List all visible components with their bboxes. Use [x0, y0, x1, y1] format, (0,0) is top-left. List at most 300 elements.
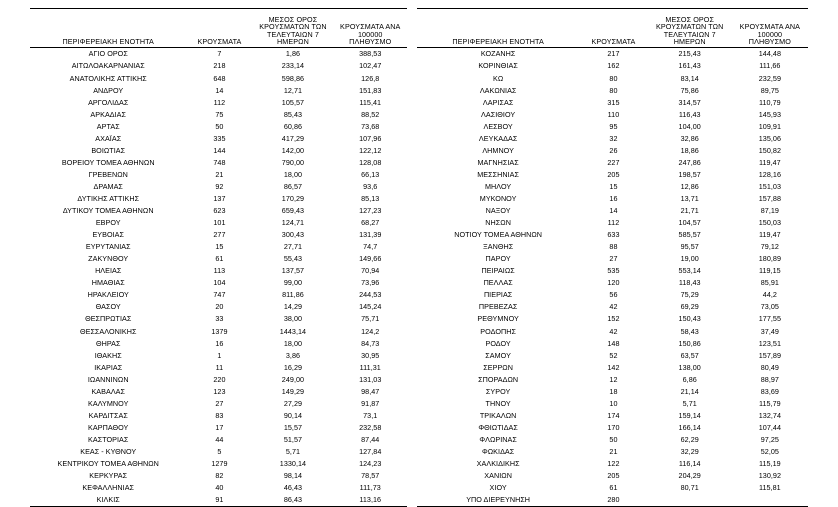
table-row — [30, 458, 407, 470]
cell-cases: 137 — [213, 193, 226, 203]
cell-per100k: 88,97 — [760, 374, 779, 384]
table-row — [417, 217, 808, 229]
cell-region: ΑΧΑΪΑΣ — [95, 133, 122, 143]
cell-cases: 113 — [213, 266, 226, 276]
table-row — [417, 229, 808, 241]
cell-region: ΤΗΝΟΥ — [485, 398, 511, 408]
cell-per100k: 132,74 — [758, 410, 782, 420]
table-row — [30, 265, 407, 277]
column-header-per100k — [732, 9, 808, 48]
cell-cases: 61 — [609, 483, 618, 493]
cell-region: ΚΕΑΣ - ΚΥΘΝΟΥ — [80, 446, 137, 456]
table-row — [30, 373, 407, 385]
cell-avg7: 300,43 — [281, 230, 305, 240]
cell-avg7: 60,86 — [283, 121, 303, 131]
cell-region: ΡΟΔΟΥ — [485, 338, 511, 348]
cell-cases: 112 — [213, 97, 226, 107]
cell-per100k: 97,25 — [760, 434, 779, 444]
cell-per100k: 111,31 — [359, 362, 381, 372]
cell-per100k: 131,39 — [359, 230, 382, 240]
cell-per100k: 135,06 — [758, 133, 782, 143]
cell-cases: 112 — [607, 218, 620, 228]
table-row — [30, 313, 407, 325]
cell-region: ΦΩΚΙΔΑΣ — [481, 446, 515, 456]
cell-per100k: 119,47 — [758, 157, 781, 167]
cell-per100k: 157,88 — [758, 193, 782, 203]
table-row — [30, 181, 407, 193]
cell-cases: 20 — [215, 302, 224, 312]
cell-region: ΙΚΑΡΙΑΣ — [94, 362, 123, 372]
cell-cases: 5 — [217, 446, 222, 456]
table-row — [30, 205, 407, 217]
cell-cases: 40 — [215, 483, 224, 493]
table-row — [30, 446, 407, 458]
cell-cases: 277 — [213, 230, 226, 240]
cell-avg7: 80,71 — [680, 483, 699, 493]
cell-per100k: 128,16 — [758, 169, 782, 179]
cell-per100k: 149,66 — [359, 254, 382, 264]
cell-avg7: 18,86 — [680, 145, 699, 155]
cell-region: ΣΑΜΟΥ — [485, 350, 511, 360]
cell-region: ΚΑΣΤΟΡΙΑΣ — [88, 434, 129, 444]
cell-region: ΔΥΤΙΚΟΥ ΤΟΜΕΑ ΑΘΗΝΩΝ — [62, 206, 154, 216]
cell-cases: 205 — [607, 471, 620, 481]
cell-avg7: 233,14 — [281, 61, 305, 71]
cell-per100k: 123,51 — [758, 338, 782, 348]
cell-avg7: 55,43 — [283, 254, 303, 264]
cell-region: ΠΡΕΒΕΖΑΣ — [478, 302, 518, 312]
cell-cases: 50 — [215, 121, 224, 131]
cell-per100k: 244,53 — [359, 290, 382, 300]
table-row — [30, 277, 407, 289]
table-row — [417, 132, 808, 144]
cell-avg7: 27,29 — [283, 398, 303, 408]
table-row — [30, 60, 407, 72]
cell-avg7: 116,14 — [678, 459, 701, 469]
cell-cases: 15 — [215, 242, 224, 252]
cell-avg7: 75,29 — [680, 290, 699, 300]
cell-cases: 648 — [213, 73, 226, 83]
column-header-cases: ΚΡΟΥΣΜΑΤΑ — [186, 9, 252, 48]
cell-avg7: 5,71 — [285, 446, 301, 456]
cell-cases: 83 — [215, 410, 224, 420]
table-row — [417, 253, 808, 265]
table-row — [30, 96, 407, 108]
table-row — [30, 494, 407, 507]
table-row — [417, 313, 808, 325]
table-row — [30, 229, 407, 241]
cell-avg7: 598,86 — [281, 73, 305, 83]
cell-cases: 14 — [215, 85, 224, 95]
column-header-avg7 — [648, 9, 732, 48]
cell-cases: 205 — [607, 169, 620, 179]
cell-avg7: 170,29 — [281, 193, 305, 203]
cell-cases: 21 — [215, 169, 224, 179]
cell-region: ΠΕΛΛΑΣ — [483, 278, 513, 288]
table-row — [417, 301, 808, 313]
cell-region: ΛΕΥΚΑΔΑΣ — [478, 133, 518, 143]
table-row — [417, 361, 808, 373]
right-table-wrapper — [409, 8, 818, 507]
cell-per100k: 66,13 — [361, 169, 380, 179]
cell-avg7: 790,00 — [281, 157, 305, 167]
cell-cases: 80 — [609, 73, 618, 83]
cell-region: ΦΘΙΩΤΙΔΑΣ — [478, 422, 518, 432]
per100k-header-line-2: ΠΛΗΘΥΣΜΟ — [748, 36, 791, 46]
cell-region: ΣΥΡΟΥ — [485, 386, 511, 396]
cell-region: ΙΩΑΝΝΙΝΩΝ — [87, 374, 129, 384]
cell-region: ΧΑΛΚΙΔΙΚΗΣ — [476, 459, 520, 469]
cell-cases: 42 — [609, 302, 618, 312]
cell-region: ΠΕΙΡΑΙΩΣ — [481, 266, 515, 276]
cell-avg7: 18,00 — [283, 169, 303, 179]
cell-per100k: 85,91 — [760, 278, 779, 288]
cell-cases: 144 — [213, 145, 226, 155]
table-row — [417, 434, 808, 446]
table-header-row — [30, 9, 407, 48]
cell-cases: 44 — [215, 434, 224, 444]
cell-cases: 75 — [215, 109, 224, 119]
cell-avg7: 99,00 — [283, 278, 303, 288]
cell-avg7: 85,43 — [283, 109, 303, 119]
cell-region: ΚΑΛΥΜΝΟΥ — [88, 398, 129, 408]
cell-per100k: 151,03 — [758, 181, 782, 191]
cell-region: ΧΑΝΙΩΝ — [484, 471, 512, 481]
cell-avg7: 32,29 — [680, 446, 699, 456]
table-row — [30, 385, 407, 397]
cell-region: ΡΕΘΥΜΝΟΥ — [477, 314, 519, 324]
cell-avg7: 19,00 — [680, 254, 699, 264]
cell-per100k: 111,73 — [359, 483, 381, 493]
cell-cases: 52 — [609, 350, 618, 360]
cell-avg7: 150,43 — [678, 314, 701, 324]
column-header-avg7 — [252, 9, 333, 48]
cell-cases: 162 — [607, 61, 620, 71]
cell-avg7 — [648, 494, 732, 507]
cell-per100k: 85,13 — [361, 193, 380, 203]
cell-cases: 42 — [609, 326, 618, 336]
cell-cases: 92 — [215, 181, 224, 191]
table-row — [417, 108, 808, 120]
cell-per100k: 52,05 — [760, 446, 779, 456]
cell-region: ΕΒΡΟΥ — [95, 218, 121, 228]
cell-per100k: 127,84 — [359, 446, 382, 456]
cell-avg7: 86,57 — [283, 181, 303, 191]
table-row — [30, 217, 407, 229]
column-header-cases: ΚΡΟΥΣΜΑΤΑ — [579, 9, 647, 48]
cell-region: ΠΑΡΟΥ — [485, 254, 511, 264]
cell-avg7: 38,00 — [283, 314, 303, 324]
cell-cases: 16 — [609, 193, 618, 203]
cell-cases: 152 — [607, 314, 620, 324]
cell-per100k: 177,55 — [758, 314, 782, 324]
cell-region: ΑΓΙΟ ΟΡΟΣ — [88, 49, 128, 59]
table-row — [417, 494, 808, 507]
cell-cases: 61 — [215, 254, 224, 264]
cell-cases: 623 — [213, 206, 226, 216]
cell-region: ΑΝΔΡΟΥ — [93, 85, 124, 95]
cell-avg7: 659,43 — [281, 206, 305, 216]
cell-per100k: 109,91 — [758, 121, 782, 131]
cell-per100k: 119,15 — [758, 266, 781, 276]
table-row — [417, 289, 808, 301]
cell-avg7: 204,29 — [678, 471, 701, 481]
cell-region: ΘΕΣΣΑΛΟΝΙΚΗΣ — [79, 326, 137, 336]
avg7-header-line-1: ΜΕΣΟΣ ΟΡΟΣ — [268, 15, 318, 25]
cell-region: ΕΥΡΥΤΑΝΙΑΣ — [85, 242, 131, 252]
cell-per100k: 180,89 — [758, 254, 782, 264]
cell-avg7: 63,57 — [680, 350, 699, 360]
cell-avg7: 1330,14 — [279, 459, 307, 469]
cell-region: ΑΙΤΩΛΟΑΚΑΡΝΑΝΙΑΣ — [71, 61, 145, 71]
table-row — [417, 205, 808, 217]
table-row — [417, 120, 808, 132]
cell-avg7: 62,29 — [680, 434, 699, 444]
cell-region: ΠΙΕΡΙΑΣ — [483, 290, 513, 300]
cell-avg7: 16,29 — [283, 362, 303, 372]
table-row — [30, 289, 407, 301]
table-row — [30, 132, 407, 144]
cell-per100k: 388,53 — [359, 49, 382, 59]
table-row — [417, 325, 808, 337]
cell-avg7: 69,29 — [680, 302, 699, 312]
cell-per100k: 127,23 — [359, 206, 382, 216]
table-row — [30, 168, 407, 180]
cell-per100k: 126,8 — [361, 73, 380, 83]
cell-region: ΓΡΕΒΕΝΩΝ — [88, 169, 128, 179]
cell-per100k: 37,49 — [760, 326, 779, 336]
cell-cases: 747 — [213, 290, 226, 300]
cell-cases: 1379 — [211, 326, 228, 336]
cell-cases: 17 — [215, 422, 224, 432]
table-row — [417, 241, 808, 253]
cell-avg7: 215,43 — [678, 49, 701, 59]
cell-cases: 91 — [186, 494, 252, 507]
cell-avg7: 116,43 — [678, 109, 701, 119]
cell-cases: 120 — [607, 278, 620, 288]
table-row — [417, 277, 808, 289]
table-row — [30, 193, 407, 205]
cell-region: ΜΥΚΟΝΟΥ — [479, 193, 517, 203]
cell-per100k: 150,03 — [758, 218, 782, 228]
table-row — [417, 397, 808, 409]
cell-region: ΝΗΣΩΝ — [485, 218, 511, 228]
cell-per100k: 91,87 — [361, 398, 380, 408]
cell-avg7: 95,57 — [680, 242, 699, 252]
cell-region: ΘΗΡΑΣ — [95, 338, 121, 348]
cell-cases: 12 — [609, 374, 618, 384]
cell-region: ΦΛΩΡΙΝΑΣ — [479, 434, 517, 444]
table-row — [417, 421, 808, 433]
cell-region: ΝΟΤΙΟΥ ΤΟΜΕΑ ΑΘΗΝΩΝ — [454, 230, 543, 240]
table-row — [30, 144, 407, 156]
cell-avg7: 75,86 — [680, 85, 699, 95]
table-row — [30, 482, 407, 494]
cell-per100k: 144,48 — [758, 49, 782, 59]
cell-cases: 227 — [607, 157, 620, 167]
cell-region: ΝΑΞΟΥ — [485, 206, 511, 216]
table-row — [417, 409, 808, 421]
cell-per100k: 232,59 — [758, 73, 782, 83]
cell-region: ΚΩ — [492, 73, 504, 83]
cell-region: ΔΡΑΜΑΣ — [93, 181, 123, 191]
cell-per100k: 122,12 — [359, 145, 382, 155]
cell-cases: 110 — [607, 109, 620, 119]
cell-avg7: 18,00 — [283, 338, 303, 348]
cell-cases: 27 — [609, 254, 618, 264]
cell-avg7: 86,43 — [252, 494, 333, 507]
cell-cases: 122 — [607, 459, 620, 469]
table-row — [417, 373, 808, 385]
cell-per100k: 93,6 — [363, 181, 378, 191]
cell-cases: 7 — [217, 49, 222, 59]
cell-avg7: 553,14 — [678, 266, 701, 276]
cell-per100k: 73,1 — [363, 410, 378, 420]
table-row — [30, 253, 407, 265]
table-row — [417, 482, 808, 494]
cell-cases: 18 — [609, 386, 618, 396]
cell-per100k: 44,2 — [762, 290, 777, 300]
cell-per100k: 89,75 — [760, 85, 779, 95]
cell-region: ΚΑΡΔΙΤΣΑΣ — [88, 410, 128, 420]
table-row — [417, 156, 808, 168]
avg7-header-line-2: ΚΡΟΥΣΜΑΤΩΝ ΤΩΝ — [259, 22, 327, 32]
cell-cases: 16 — [215, 338, 224, 348]
cell-cases: 335 — [213, 133, 226, 143]
cell-cases: 170 — [607, 422, 620, 432]
cell-avg7: 161,43 — [678, 61, 701, 71]
cell-avg7: 314,57 — [678, 97, 701, 107]
cell-per100k: 150,82 — [758, 145, 782, 155]
cell-per100k: 75,71 — [361, 314, 380, 324]
cell-per100k: 87,19 — [760, 206, 779, 216]
cell-per100k: 131,03 — [359, 374, 382, 384]
cell-avg7: 14,29 — [283, 302, 303, 312]
cell-avg7: 21,71 — [680, 206, 699, 216]
table-row — [417, 385, 808, 397]
cell-avg7: 118,43 — [678, 278, 701, 288]
cell-avg7: 149,29 — [281, 386, 305, 396]
left-table-body — [30, 48, 407, 507]
cell-cases: 101 — [213, 218, 226, 228]
cell-region: ΗΡΑΚΛΕΙΟΥ — [87, 290, 129, 300]
cell-per100k: 73,05 — [760, 302, 779, 312]
cell-avg7: 198,57 — [678, 169, 701, 179]
cell-avg7: 249,00 — [281, 374, 305, 384]
cell-region: ΜΕΣΣΗΝΙΑΣ — [477, 169, 519, 179]
cell-region: ΜΗΛΟΥ — [485, 181, 512, 191]
cell-avg7: 585,57 — [678, 230, 701, 240]
cell-cases: 174 — [607, 410, 620, 420]
cell-per100k: 115,41 — [359, 97, 382, 107]
avg7-header-line-3: ΤΕΛΕΥΤΑΙΩΝ 7 ΗΜΕΡΩΝ — [663, 29, 716, 46]
cell-cases: 80 — [609, 85, 618, 95]
column-header-region: ΠΕΡΙΦΕΡΕΙΑΚΗ ΕΝΟΤΗΤΑ — [30, 9, 186, 48]
table-row — [30, 397, 407, 409]
cell-cases: 142 — [607, 362, 620, 372]
cell-avg7: 15,57 — [283, 422, 303, 432]
cell-per100k: 115,79 — [758, 398, 781, 408]
cell-per100k: 83,69 — [760, 386, 779, 396]
cell-per100k — [732, 494, 808, 507]
cell-avg7: 166,14 — [678, 422, 701, 432]
cell-cases: 95 — [609, 121, 618, 131]
cell-avg7: 1,86 — [285, 49, 301, 59]
cell-avg7: 12,71 — [283, 85, 303, 95]
cell-avg7: 51,57 — [283, 434, 303, 444]
avg7-header-line-2: ΚΡΟΥΣΜΑΤΩΝ ΤΩΝ — [656, 22, 724, 32]
cell-cases: 280 — [579, 494, 647, 507]
table-row — [417, 470, 808, 482]
cell-per100k: 78,57 — [361, 471, 380, 481]
per100k-header-line-2: ΠΛΗΘΥΣΜΟ — [349, 36, 392, 46]
table-row — [30, 421, 407, 433]
cell-per100k: 119,47 — [758, 230, 781, 240]
column-header-per100k — [333, 9, 407, 48]
cell-region: ΕΥΒΟΙΑΣ — [92, 230, 124, 240]
cell-region: ΒΟΡΕΙΟΥ ΤΟΜΕΑ ΑΘΗΝΩΝ — [61, 157, 155, 167]
table-row — [30, 156, 407, 168]
cell-per100k: 111,66 — [759, 61, 781, 71]
cell-region: ΘΑΣΟΥ — [95, 302, 121, 312]
cell-cases: 50 — [609, 434, 618, 444]
cell-region: ΛΕΣΒΟΥ — [483, 121, 513, 131]
table-row — [417, 349, 808, 361]
cell-cases: 14 — [609, 206, 618, 216]
table-row — [30, 361, 407, 373]
cell-avg7: 98,14 — [283, 471, 303, 481]
cell-per100k: 98,47 — [361, 386, 380, 396]
table-row — [417, 84, 808, 96]
cell-avg7: 105,57 — [281, 97, 305, 107]
cell-avg7: 150,86 — [678, 338, 701, 348]
table-row — [417, 168, 808, 180]
cell-avg7: 32,86 — [680, 133, 699, 143]
cell-avg7: 138,00 — [678, 362, 701, 372]
cell-region: ΙΘΑΚΗΣ — [94, 350, 122, 360]
table-row — [417, 181, 808, 193]
cell-per100k: 87,44 — [361, 434, 380, 444]
cell-cases: 217 — [607, 49, 620, 59]
cell-region: ΑΡΓΟΛΙΔΑΣ — [88, 97, 129, 107]
cell-cases: 633 — [607, 230, 620, 240]
cell-per100k: 70,94 — [361, 266, 380, 276]
cell-per100k: 145,24 — [359, 302, 382, 312]
cell-region: ΚΕΦΑΛΛΗΝΙΑΣ — [82, 483, 135, 493]
cell-avg7: 811,86 — [282, 290, 304, 300]
cell-cases: 33 — [215, 314, 224, 324]
table-row — [30, 337, 407, 349]
cell-region: ΚΟΖΑΝΗΣ — [480, 49, 516, 59]
table-row — [30, 325, 407, 337]
table-row — [30, 72, 407, 84]
cell-cases: 1279 — [211, 459, 228, 469]
column-header-region: ΠΕΡΙΦΕΡΕΙΑΚΗ ΕΝΟΤΗΤΑ — [417, 9, 579, 48]
per100k-header-line-1: ΚΡΟΥΣΜΑΤΑ ΑΝΑ 100000 — [340, 22, 401, 39]
cell-per100k: 232,58 — [359, 422, 382, 432]
cell-cases: 56 — [609, 290, 618, 300]
cell-region: ΑΝΑΤΟΛΙΚΗΣ ΑΤΤΙΚΗΣ — [69, 73, 147, 83]
table-row — [417, 60, 808, 72]
cell-region: ΗΛΕΙΑΣ — [95, 266, 122, 276]
table-row — [417, 337, 808, 349]
cell-region: ΚΕΡΚΥΡΑΣ — [89, 471, 128, 481]
cell-region: ΛΑΚΩΝΙΑΣ — [479, 85, 517, 95]
cell-cases: 10 — [609, 398, 618, 408]
cell-per100k: 73,68 — [361, 121, 380, 131]
table-row — [417, 144, 808, 156]
cell-per100k: 145,93 — [758, 109, 782, 119]
